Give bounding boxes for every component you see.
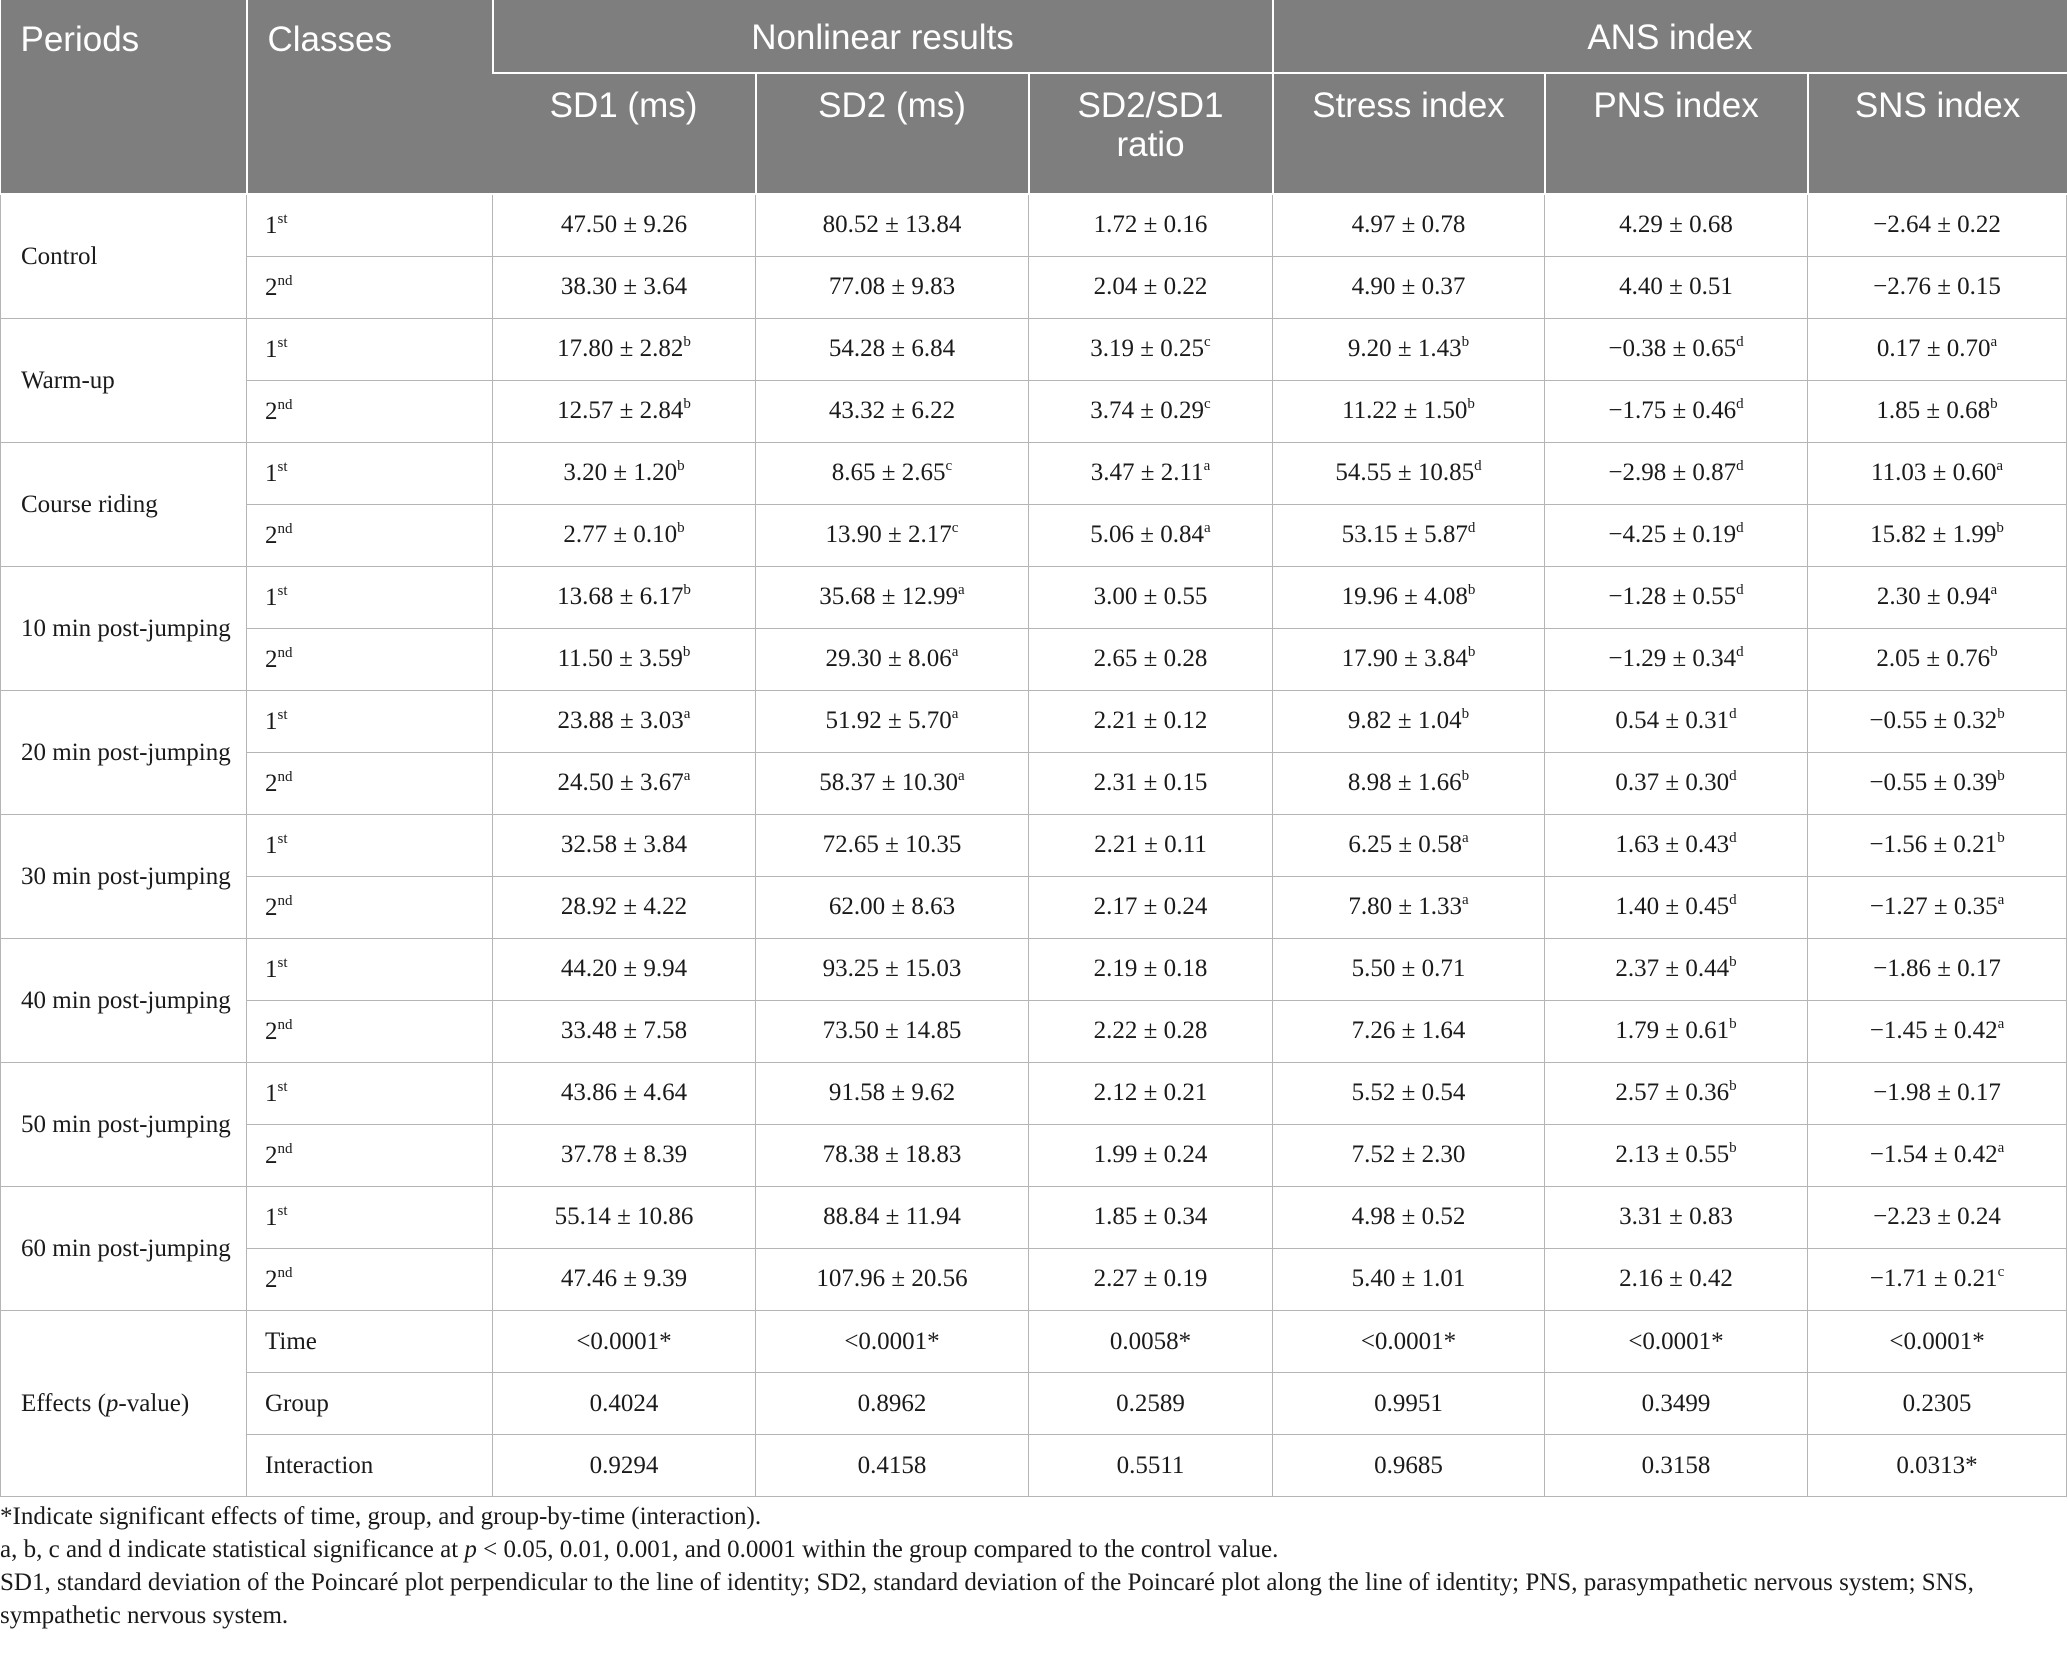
cell-sd2: 58.37 ± 10.30$^a$: [756, 753, 1029, 815]
significance-marker: b: [677, 519, 685, 536]
cell-ratio: 2.22 ± 0.28: [1029, 1001, 1273, 1063]
cell-sd2: 88.84 ± 11.94: [756, 1187, 1029, 1249]
p-value-ratio: 0.2589: [1029, 1373, 1273, 1435]
table-row: [1, 691, 2067, 753]
significance-marker: b: [683, 333, 691, 350]
cell-sd1: 47.50 ± 9.26: [493, 194, 756, 257]
cell-stress-index: 7.80 ± 1.33$^a$: [1273, 877, 1545, 939]
cell-sd2: 35.68 ± 12.99$^a$: [756, 567, 1029, 629]
significance-marker: c: [951, 519, 959, 536]
cell-sd2: 78.38 ± 18.83: [756, 1125, 1029, 1187]
table-row: [1, 1187, 2067, 1249]
period-label: 30 min post-jumping: [1, 815, 247, 939]
p-value-sd1: 0.4024: [493, 1373, 756, 1435]
cell-ratio: 2.19 ± 0.18: [1029, 939, 1273, 1001]
cell-pns-index: 2.37 ± 0.44$^b$: [1545, 939, 1808, 1001]
effect-name: Time: [247, 1311, 493, 1373]
table-row: [1, 1125, 2067, 1187]
cell-ratio: 1.99 ± 0.24: [1029, 1125, 1273, 1187]
p-value-sd2: 0.4158: [756, 1435, 1029, 1497]
significance-marker: a: [1990, 581, 1998, 598]
cell-sns-index: 2.05 ± 0.76$^b$: [1808, 629, 2067, 691]
table-row: [1, 939, 2067, 1001]
class-label: 1st: [247, 1187, 493, 1249]
cell-sd1: 12.57 ± 2.84$^b$: [493, 381, 756, 443]
cell-pns-index: 0.37 ± 0.30$^d$: [1545, 753, 1808, 815]
class-label: 2nd: [247, 1001, 493, 1063]
cell-sns-index: 11.03 ± 0.60$^a$: [1808, 443, 2067, 505]
cell-stress-index: 11.22 ± 1.50$^b$: [1273, 381, 1545, 443]
cell-ratio: 2.21 ± 0.12: [1029, 691, 1273, 753]
cell-pns-index: −4.25 ± 0.19$^d$: [1545, 505, 1808, 567]
cell-sd2: 93.25 ± 15.03: [756, 939, 1029, 1001]
class-label: 2nd: [247, 1125, 493, 1187]
significance-marker: b: [683, 395, 691, 412]
cell-sd1: 17.80 ± 2.82$^b$: [493, 319, 756, 381]
p-value-stress-index: 0.9951: [1273, 1373, 1545, 1435]
table-row: [1, 505, 2067, 567]
cell-ratio: 2.17 ± 0.24: [1029, 877, 1273, 939]
class-label: 2nd: [247, 257, 493, 319]
class-label: 1st: [247, 691, 493, 753]
cell-ratio: 2.27 ± 0.19: [1029, 1249, 1273, 1311]
header-sd2: SD2 (ms): [756, 73, 1029, 194]
cell-pns-index: 1.63 ± 0.43$^d$: [1545, 815, 1808, 877]
header-nonlinear-results: Nonlinear results: [493, 0, 1273, 73]
cell-ratio: 2.31 ± 0.15: [1029, 753, 1273, 815]
cell-sd2: 62.00 ± 8.63: [756, 877, 1029, 939]
header-sd1: SD1 (ms): [493, 73, 756, 194]
cell-sd1: 13.68 ± 6.17$^b$: [493, 567, 756, 629]
significance-marker: d: [1736, 643, 1744, 660]
significance-marker: d: [1729, 829, 1737, 846]
cell-sd2: 107.96 ± 20.56: [756, 1249, 1029, 1311]
cell-sns-index: −1.86 ± 0.17: [1808, 939, 2067, 1001]
cell-ratio: 5.06 ± 0.84$^a$: [1029, 505, 1273, 567]
period-label: Control: [1, 194, 247, 319]
class-label: 2nd: [247, 1249, 493, 1311]
significance-marker: b: [1729, 1015, 1737, 1032]
significance-marker: b: [1467, 581, 1476, 598]
class-label: 1st: [247, 194, 493, 257]
cell-stress-index: 4.90 ± 0.37: [1273, 257, 1545, 319]
p-value-sd1: 0.9294: [493, 1435, 756, 1497]
significance-marker: b: [1996, 519, 2004, 536]
cell-sd1: 38.30 ± 3.64: [493, 257, 756, 319]
cell-sns-index: −1.27 ± 0.35$^a$: [1808, 877, 2067, 939]
period-label: Course riding: [1, 443, 247, 567]
class-label: 1st: [247, 815, 493, 877]
cell-pns-index: −2.98 ± 0.87$^d$: [1545, 443, 1808, 505]
cell-stress-index: 9.20 ± 1.43$^b$: [1273, 319, 1545, 381]
significance-marker: b: [1461, 333, 1470, 350]
cell-ratio: 2.12 ± 0.21: [1029, 1063, 1273, 1125]
cell-stress-index: 7.52 ± 2.30: [1273, 1125, 1545, 1187]
cell-stress-index: 6.25 ± 0.58$^a$: [1273, 815, 1545, 877]
cell-sns-index: 2.30 ± 0.94$^a$: [1808, 567, 2067, 629]
significance-marker: b: [677, 457, 685, 474]
significance-marker: b: [1461, 767, 1470, 784]
header-pns-index: PNS index: [1545, 73, 1808, 194]
significance-marker: d: [1736, 395, 1744, 412]
significance-marker: a: [951, 643, 959, 660]
significance-marker: b: [683, 581, 691, 598]
cell-sd1: 55.14 ± 10.86: [493, 1187, 756, 1249]
cell-pns-index: 4.29 ± 0.68: [1545, 194, 1808, 257]
cell-sns-index: 1.85 ± 0.68$^b$: [1808, 381, 2067, 443]
cell-stress-index: 19.96 ± 4.08$^b$: [1273, 567, 1545, 629]
cell-pns-index: 2.16 ± 0.42: [1545, 1249, 1808, 1311]
significance-marker: c: [1204, 395, 1211, 412]
p-value-sd1: <0.0001*: [493, 1311, 756, 1373]
cell-ratio: 3.47 ± 2.11$^a$: [1029, 443, 1273, 505]
effect-name: Group: [247, 1373, 493, 1435]
cell-sns-index: −1.54 ± 0.42$^a$: [1808, 1125, 2067, 1187]
cell-sd1: 47.46 ± 9.39: [493, 1249, 756, 1311]
class-label: 1st: [247, 443, 493, 505]
significance-marker: d: [1467, 519, 1476, 536]
header-stress-index: Stress index: [1273, 73, 1545, 194]
period-label: 20 min post-jumping: [1, 691, 247, 815]
cell-pns-index: −1.28 ± 0.55$^d$: [1545, 567, 1808, 629]
significance-marker: a: [958, 767, 965, 784]
cell-stress-index: 4.98 ± 0.52: [1273, 1187, 1545, 1249]
table-footnotes: [0, 1500, 2066, 1632]
cell-sns-index: −2.23 ± 0.24: [1808, 1187, 2067, 1249]
table-row: [1, 753, 2067, 815]
p-value-ratio: 0.5511: [1029, 1435, 1273, 1497]
effect-name: Interaction: [247, 1435, 493, 1497]
table-row: [1, 319, 2067, 381]
significance-marker: a: [1204, 519, 1211, 536]
cell-sd2: 43.32 ± 6.22: [756, 381, 1029, 443]
cell-sd1: 28.92 ± 4.22: [493, 877, 756, 939]
period-label: 40 min post-jumping: [1, 939, 247, 1063]
significance-marker: a: [1996, 457, 2003, 474]
cell-sns-index: 15.82 ± 1.99$^b$: [1808, 505, 2067, 567]
effects-row: [1, 1311, 2067, 1373]
table-row: [1, 194, 2067, 257]
cell-stress-index: 8.98 ± 1.66$^b$: [1273, 753, 1545, 815]
class-label: 2nd: [247, 505, 493, 567]
cell-ratio: 3.74 ± 0.29$^c$: [1029, 381, 1273, 443]
header-row-1: [1, 0, 2067, 73]
table-row: [1, 1001, 2067, 1063]
p-value-sns-index: 0.0313*: [1808, 1435, 2067, 1497]
class-label: 1st: [247, 567, 493, 629]
cell-stress-index: 54.55 ± 10.85$^d$: [1273, 443, 1545, 505]
significance-marker: c: [945, 457, 953, 474]
cell-sd1: 44.20 ± 9.94: [493, 939, 756, 1001]
table-row: [1, 815, 2067, 877]
p-value-stress-index: 0.9685: [1273, 1435, 1545, 1497]
significance-marker: b: [1461, 705, 1470, 722]
significance-marker: d: [1729, 705, 1737, 722]
cell-ratio: 2.21 ± 0.11: [1029, 815, 1273, 877]
cell-stress-index: 4.97 ± 0.78: [1273, 194, 1545, 257]
cell-ratio: 3.19 ± 0.25$^c$: [1029, 319, 1273, 381]
table-row: [1, 1063, 2067, 1125]
significance-marker: a: [1203, 457, 1211, 474]
cell-sd1: 11.50 ± 3.59$^b$: [493, 629, 756, 691]
significance-marker: a: [951, 705, 959, 722]
table-body: [1, 194, 2067, 1497]
p-value-stress-index: <0.0001*: [1273, 1311, 1545, 1373]
cell-ratio: 1.85 ± 0.34: [1029, 1187, 1273, 1249]
cell-ratio: 2.04 ± 0.22: [1029, 257, 1273, 319]
cell-sd1: 23.88 ± 3.03$^a$: [493, 691, 756, 753]
cell-stress-index: 9.82 ± 1.04$^b$: [1273, 691, 1545, 753]
table-row: [1, 629, 2067, 691]
cell-sd1: 32.58 ± 3.84: [493, 815, 756, 877]
cell-sns-index: −0.55 ± 0.39$^b$: [1808, 753, 2067, 815]
class-label: 2nd: [247, 629, 493, 691]
class-label: 2nd: [247, 753, 493, 815]
significance-marker: a: [683, 767, 691, 784]
cell-sns-index: −2.76 ± 0.15: [1808, 257, 2067, 319]
significance-marker: b: [1729, 1139, 1737, 1156]
cell-sd2: 54.28 ± 6.84: [756, 319, 1029, 381]
cell-sd1: 24.50 ± 3.67$^a$: [493, 753, 756, 815]
significance-marker: c: [1997, 1263, 2005, 1280]
significance-marker: b: [1990, 643, 1998, 660]
cell-ratio: 1.72 ± 0.16: [1029, 194, 1273, 257]
p-value-sns-index: <0.0001*: [1808, 1311, 2067, 1373]
cell-pns-index: 4.40 ± 0.51: [1545, 257, 1808, 319]
footnote-significance: *Indicate significant effects of time, group, and group-by-time (interaction).: [0, 1503, 762, 1530]
cell-sns-index: −1.45 ± 0.42$^a$: [1808, 1001, 2067, 1063]
cell-sd2: 13.90 ± 2.17$^c$: [756, 505, 1029, 567]
cell-sd2: 29.30 ± 8.06$^a$: [756, 629, 1029, 691]
effects-row: [1, 1373, 2067, 1435]
significance-marker: a: [683, 705, 691, 722]
cell-sd1: 33.48 ± 7.58: [493, 1001, 756, 1063]
significance-marker: b: [1990, 395, 1998, 412]
cell-stress-index: 5.52 ± 0.54: [1273, 1063, 1545, 1125]
cell-pns-index: 2.13 ± 0.55$^b$: [1545, 1125, 1808, 1187]
significance-marker: b: [1729, 1077, 1737, 1094]
significance-marker: b: [1467, 395, 1475, 412]
cell-sns-index: −0.55 ± 0.32$^b$: [1808, 691, 2067, 753]
cell-pns-index: 1.79 ± 0.61$^b$: [1545, 1001, 1808, 1063]
cell-pns-index: 0.54 ± 0.31$^d$: [1545, 691, 1808, 753]
class-label: 2nd: [247, 381, 493, 443]
significance-marker: a: [1462, 891, 1469, 908]
significance-marker: b: [1997, 705, 2005, 722]
significance-marker: a: [1997, 1139, 2005, 1156]
significance-marker: b: [1997, 767, 2005, 784]
effects-row: [1, 1435, 2067, 1497]
class-label: 1st: [247, 1063, 493, 1125]
footnote-abbreviations: SD1, standard deviation of the Poincaré plot perpendicular to the line of identity; SD2, standard deviation of the Poincaré plot along the line of identity; PNS, parasympathetic nervous system; SNS, sympathetic nervous system.: [0, 1569, 1974, 1629]
class-label: 1st: [247, 939, 493, 1001]
cell-ratio: 2.65 ± 0.28: [1029, 629, 1273, 691]
cell-sd1: 43.86 ± 4.64: [493, 1063, 756, 1125]
table-row: [1, 443, 2067, 505]
cell-sns-index: −1.98 ± 0.17: [1808, 1063, 2067, 1125]
cell-pns-index: −1.29 ± 0.34$^d$: [1545, 629, 1808, 691]
cell-stress-index: 5.40 ± 1.01: [1273, 1249, 1545, 1311]
significance-marker: d: [1736, 457, 1744, 474]
period-label: 60 min post-jumping: [1, 1187, 247, 1311]
p-value-sd2: 0.8962: [756, 1373, 1029, 1435]
significance-marker: d: [1729, 891, 1737, 908]
cell-sns-index: −2.64 ± 0.22: [1808, 194, 2067, 257]
cell-sd2: 8.65 ± 2.65$^c$: [756, 443, 1029, 505]
header-ans-index: ANS index: [1273, 0, 2067, 73]
significance-marker: a: [1462, 829, 1469, 846]
header-periods: Periods: [1, 0, 247, 194]
cell-sd2: 72.65 ± 10.35: [756, 815, 1029, 877]
cell-pns-index: 2.57 ± 0.36$^b$: [1545, 1063, 1808, 1125]
class-label: 1st: [247, 319, 493, 381]
p-value-pns-index: 0.3158: [1545, 1435, 1808, 1497]
footnote-letters: a, b, c and d indicate statistical significance at p < 0.05, 0.01, 0.001, and 0.0001 within the group compared to the control value.: [0, 1536, 1279, 1563]
cell-sns-index: −1.56 ± 0.21$^b$: [1808, 815, 2067, 877]
p-value-sd2: <0.0001*: [756, 1311, 1029, 1373]
cell-pns-index: −0.38 ± 0.65$^d$: [1545, 319, 1808, 381]
cell-sns-index: −1.71 ± 0.21$^c$: [1808, 1249, 2067, 1311]
table-row: [1, 567, 2067, 629]
table-row: [1, 877, 2067, 939]
p-value-pns-index: 0.3499: [1545, 1373, 1808, 1435]
cell-sd2: 80.52 ± 13.84: [756, 194, 1029, 257]
table-row: [1, 1249, 2067, 1311]
cell-ratio: 3.00 ± 0.55: [1029, 567, 1273, 629]
cell-stress-index: 7.26 ± 1.64: [1273, 1001, 1545, 1063]
cell-sd1: 3.20 ± 1.20$^b$: [493, 443, 756, 505]
class-label: 2nd: [247, 877, 493, 939]
cell-pns-index: 3.31 ± 0.83: [1545, 1187, 1808, 1249]
cell-sd2: 73.50 ± 14.85: [756, 1001, 1029, 1063]
significance-marker: d: [1729, 767, 1737, 784]
cell-stress-index: 17.90 ± 3.84$^b$: [1273, 629, 1545, 691]
period-label: 10 min post-jumping: [1, 567, 247, 691]
cell-sd1: 37.78 ± 8.39: [493, 1125, 756, 1187]
period-label: 50 min post-jumping: [1, 1063, 247, 1187]
significance-marker: d: [1736, 519, 1744, 536]
cell-sd2: 51.92 ± 5.70$^a$: [756, 691, 1029, 753]
significance-marker: a: [1997, 891, 2005, 908]
cell-stress-index: 53.15 ± 5.87$^d$: [1273, 505, 1545, 567]
cell-sd1: 2.77 ± 0.10$^b$: [493, 505, 756, 567]
cell-sns-index: 0.17 ± 0.70$^a$: [1808, 319, 2067, 381]
significance-marker: c: [1204, 333, 1211, 350]
significance-marker: a: [1997, 1015, 2005, 1032]
significance-marker: b: [1467, 643, 1476, 660]
significance-marker: d: [1736, 333, 1744, 350]
cell-stress-index: 5.50 ± 0.71: [1273, 939, 1545, 1001]
p-value-ratio: 0.0058*: [1029, 1311, 1273, 1373]
p-value-sns-index: 0.2305: [1808, 1373, 2067, 1435]
significance-marker: a: [958, 581, 965, 598]
significance-marker: d: [1474, 457, 1482, 474]
significance-marker: b: [1729, 953, 1737, 970]
table-row: [1, 257, 2067, 319]
cell-sd2: 77.08 ± 9.83: [756, 257, 1029, 319]
header-sns-index: SNS index: [1808, 73, 2067, 194]
header-classes: Classes: [247, 0, 493, 194]
cell-sd2: 91.58 ± 9.62: [756, 1063, 1029, 1125]
p-value-pns-index: <0.0001*: [1545, 1311, 1808, 1373]
period-label: Warm-up: [1, 319, 247, 443]
significance-marker: b: [1997, 829, 2005, 846]
significance-marker: b: [682, 643, 691, 660]
significance-marker: a: [1990, 333, 1998, 350]
header-sd2-sd1-ratio: SD2/SD1 ratio: [1029, 73, 1273, 194]
significance-marker: d: [1736, 581, 1744, 598]
cell-pns-index: −1.75 ± 0.46$^d$: [1545, 381, 1808, 443]
effects-label: Effects (p-value): [1, 1311, 247, 1497]
table-row: [1, 381, 2067, 443]
cell-pns-index: 1.40 ± 0.45$^d$: [1545, 877, 1808, 939]
